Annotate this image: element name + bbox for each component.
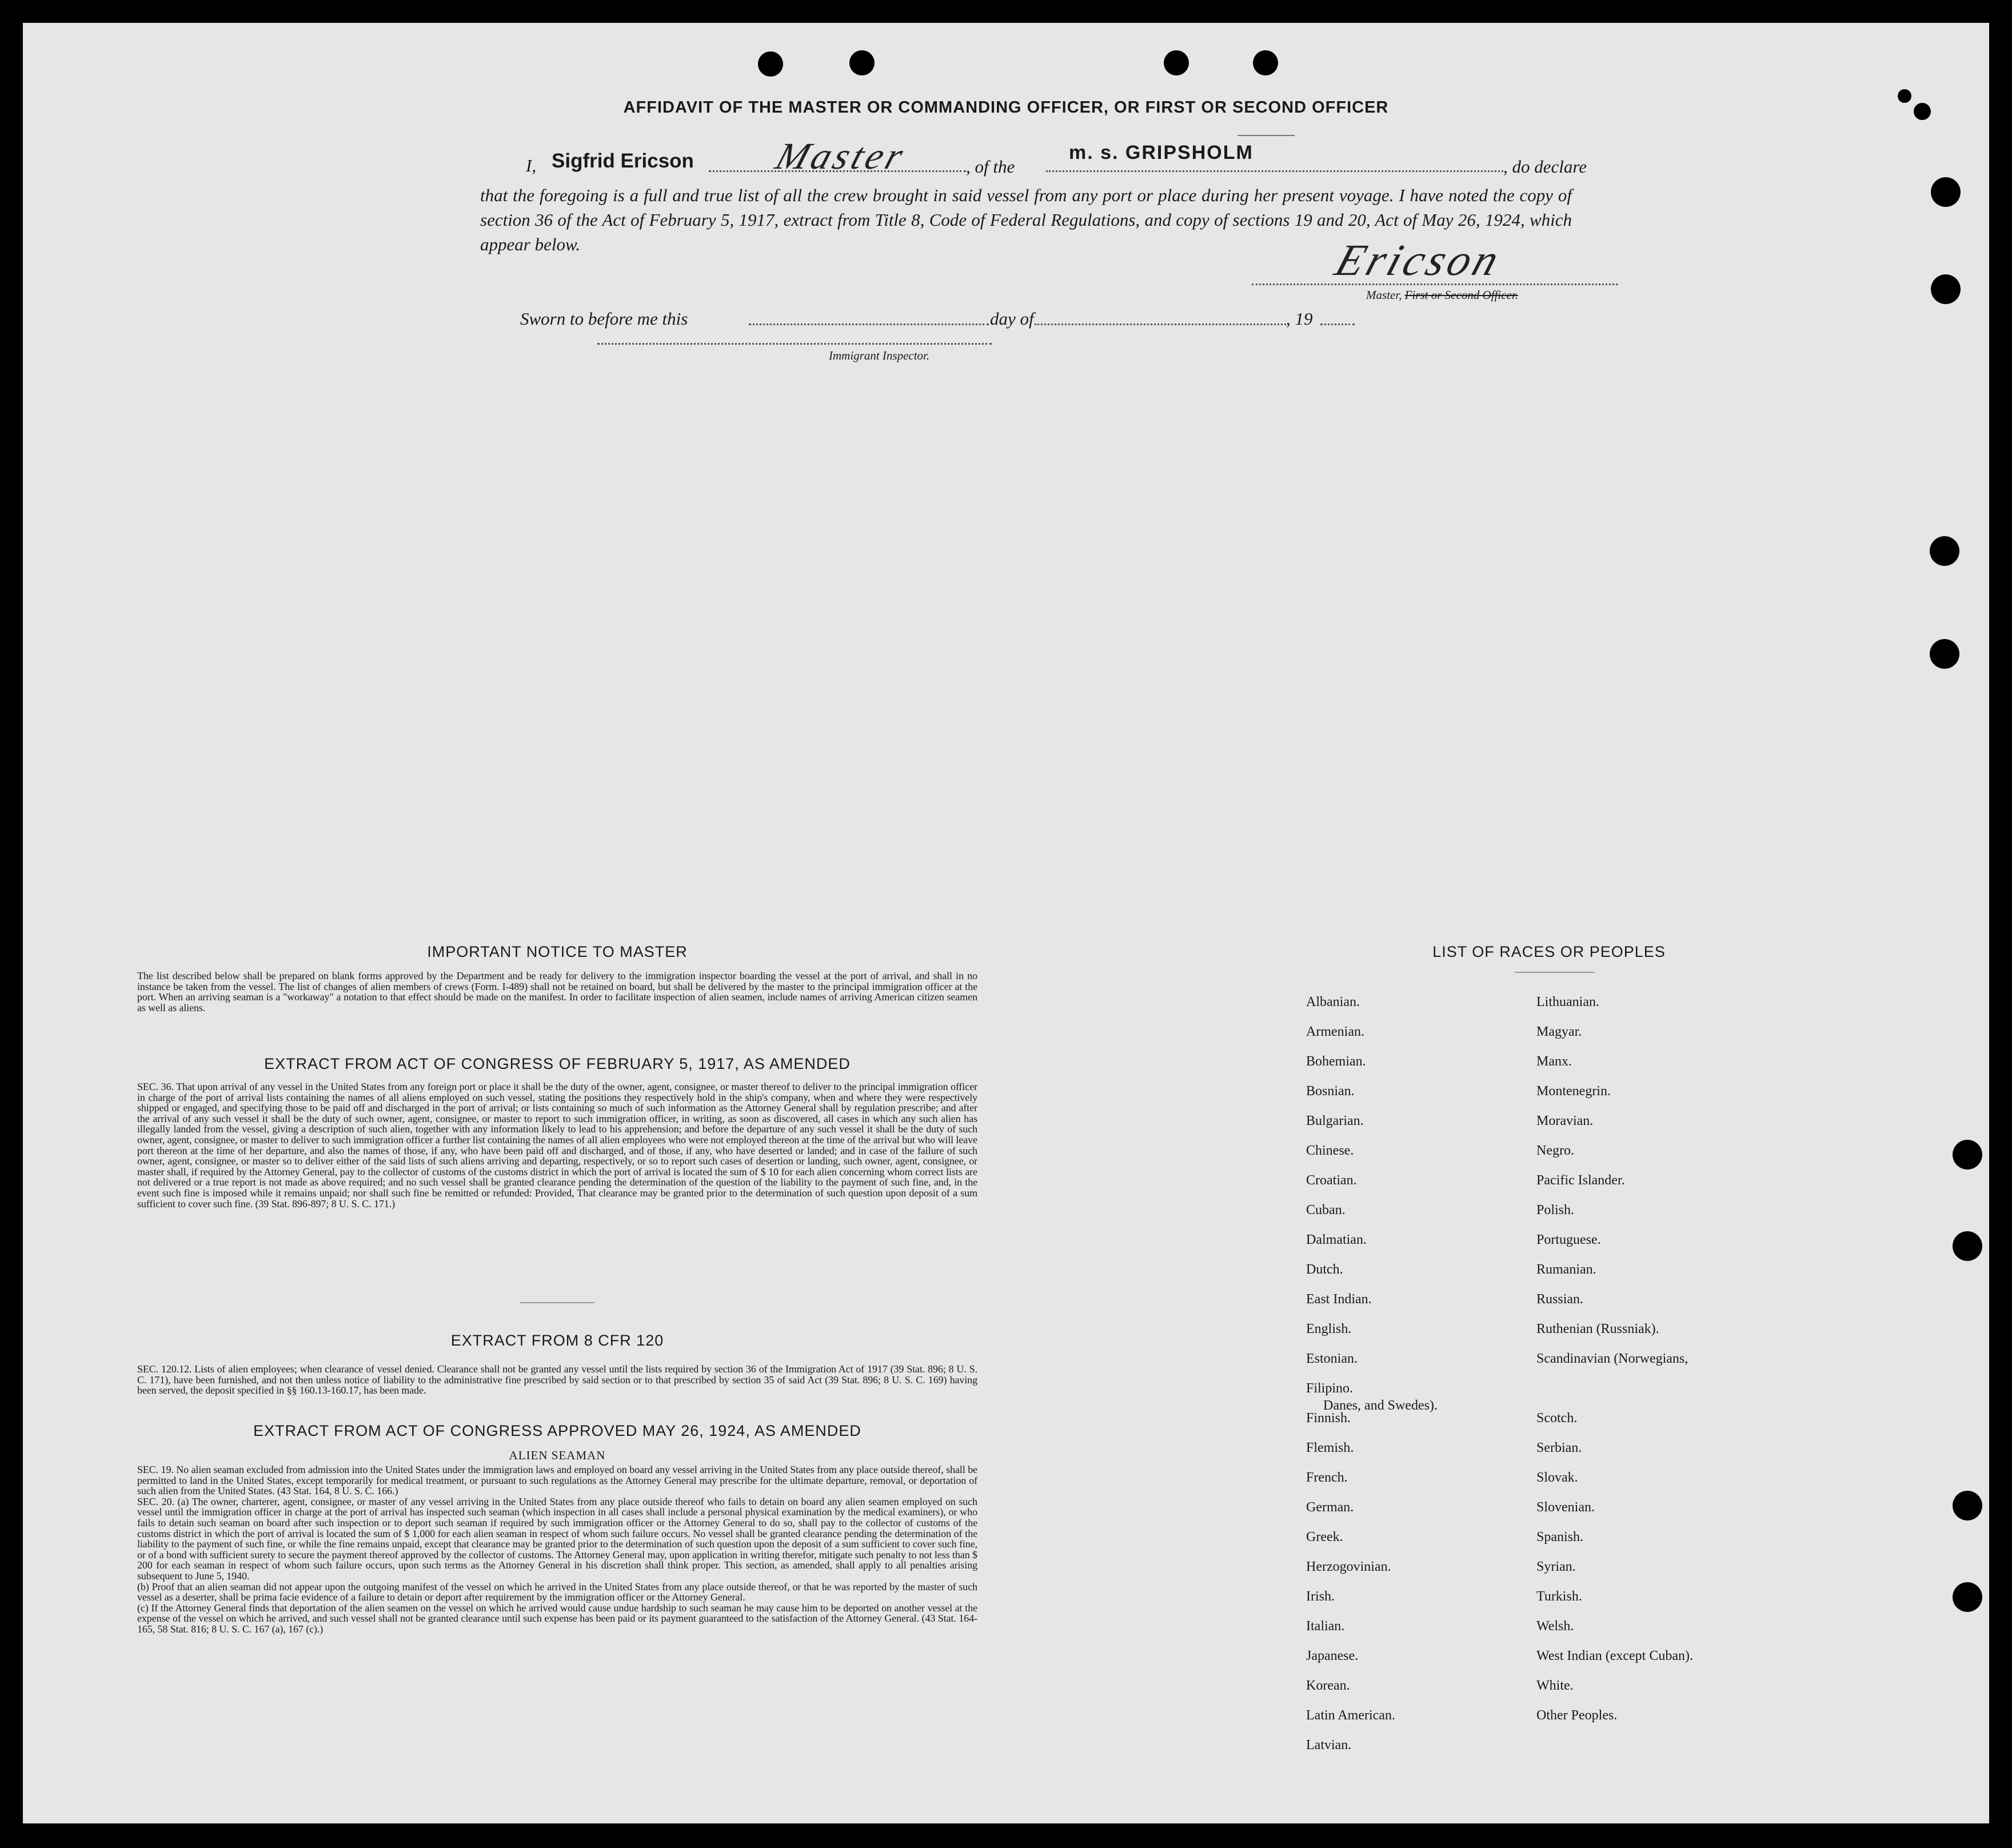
punch-hole — [1253, 50, 1278, 75]
races-heading-rule — [1515, 972, 1595, 973]
race-item: Slovak. — [1536, 1470, 1578, 1485]
sec-20a-text: SEC. 20. (a) The owner, charterer, agent, consignee, or master of any vessel arriving in the United States from any place outside thereof who fails to detain on board any alien seamen employed on such vessel until the immigration officer in charge at the port of arrival has inspected such seaman (which inspection in all cases shall include a personal physical examination by the medical examiners), or who fails to detain such seaman on board after such inspection or to deport such seaman if required by such immigration officer or the Attorney General to do so, shall pay to the collector of customs of the customs district in which the port of arrival is located the sum of $ 1,000 for each alien seaman in respect of whom such failure occurs. No vessel shall be granted clearance pending the determination of the liability to the payment of such fine, or while the fine remains unpaid, except that clearance may be granted prior to the determination of such question upon the deposit of a sum sufficient to cover such fine, or of a bond with sufficient surety to secure the payment thereof approved by the collector of customs. The Attorney General may, upon application in writing therefor, mitigate such penalty to not less than $ 200 for each seaman in respect of whom such failure occurs, upon such terms as the Attorney General in his discretion shall think proper. This section, as amended, shall apply to all penalties arising subsequent to June 5, 1940. — [137, 1495, 977, 1582]
race-item: Filipino. — [1306, 1381, 1354, 1396]
master-signature: Ericson — [1330, 235, 1508, 285]
punch-hole — [1953, 1140, 1982, 1170]
punch-hole — [1931, 177, 1961, 207]
punch-hole — [1953, 1491, 1982, 1520]
race-item: Bulgarian. — [1306, 1113, 1364, 1128]
race-item: Russian. — [1536, 1292, 1584, 1307]
notice-text: The list described below shall be prepared on blank forms approved by the Department and be ready for delivery to the immigration inspector boarding the vessel at the port of arrival, and shall in no instance be taken from the vessel. The list of changes of alien members of crews (Form. I-489) shall not be retained on board, but shall be delivered by the master to the principal immigration officer at the port. When an arriving seaman is a "workaway" a notation to that effect should be made on the manifest. In order to facilitate inspection of alien seamen, include names of arriving American citizen seamen as well as aliens. — [137, 970, 977, 1013]
notice-heading: IMPORTANT NOTICE TO MASTER — [427, 943, 688, 960]
race-item: Japanese. — [1306, 1649, 1359, 1663]
extract-1917-heading: EXTRACT FROM ACT OF CONGRESS OF FEBRUARY 5, 1917, AS AMENDED — [264, 1055, 851, 1072]
extract-cfr-text: SEC. 120.12. Lists of alien employees; when clearance of vessel denied. Clearance shall not be granted any vessel until the lists required by section 36 of the Immigration Act of 1917 (39 Stat. 896; 8 U. S. C. 171), have been furnished, and not then unless notice of liability to the administrative fine prescribed by said section or to that prescribed by section 35 of said Act (39 Stat. 896; 8 U. S. C. 169) having been served, the deposit specified in §§ 160.13-160.17, has been made. — [137, 1363, 977, 1396]
race-item: French. — [1306, 1470, 1348, 1485]
vessel-stamp: m. s. GRIPSHOLM — [1069, 142, 1253, 163]
extract-cfr-heading: EXTRACT FROM 8 CFR 120 — [450, 1332, 664, 1349]
extract-1924-body — [137, 1464, 977, 1635]
race-item: Polish. — [1536, 1203, 1575, 1218]
signature-caption — [1366, 288, 1518, 302]
title-rule — [1237, 135, 1295, 136]
race-item: Albanian. — [1306, 995, 1360, 1009]
section-divider — [520, 1302, 594, 1303]
punch-hole — [1930, 536, 1959, 566]
race-item: Dalmatian. — [1306, 1232, 1367, 1247]
race-item: Other Peoples. — [1536, 1708, 1618, 1723]
sworn-month-line — [1035, 324, 1286, 325]
punch-hole — [1164, 50, 1189, 75]
race-item: Scandinavian (Norwegians, — [1536, 1351, 1688, 1366]
affidavit-title: AFFIDAVIT OF THE MASTER OR COMMANDING OFFICER, OR FIRST OR SECOND OFFICER — [623, 98, 1389, 117]
race-item: Herzogovinian. — [1306, 1559, 1391, 1574]
race-item: Montenegrin. — [1536, 1084, 1611, 1099]
race-item: Serbian. — [1536, 1440, 1582, 1455]
year-label: , 19 — [1286, 309, 1313, 329]
vessel-line — [1046, 170, 1503, 172]
race-item: Moravian. — [1536, 1113, 1594, 1128]
sec-20b-text: (b) Proof that an alien seaman did not appear upon the outgoing manifest of the vessel on which he arrived in the United States from any place outside thereof, or that he was reported by the master of such vessel as a deserter, shall be prima facie evidence of a failure to detain or deport after requirement by the immigration officer or the Attorney General. — [137, 1580, 977, 1603]
race-item: Croatian. — [1306, 1173, 1357, 1188]
race-item: Latin American. — [1306, 1708, 1395, 1723]
race-item: Dutch. — [1306, 1262, 1343, 1277]
race-item: Welsh. — [1536, 1619, 1574, 1634]
race-item: Italian. — [1306, 1619, 1345, 1634]
race-item: Danes, and Swedes). — [1323, 1398, 1438, 1413]
race-item: Flemish. — [1306, 1440, 1354, 1455]
punch-hole — [1931, 274, 1961, 304]
inspector-line — [597, 343, 992, 345]
race-item: Greek. — [1306, 1530, 1343, 1544]
race-item: Irish. — [1306, 1589, 1335, 1604]
punch-hole — [1930, 639, 1959, 669]
race-item: Syrian. — [1536, 1559, 1576, 1574]
inspector-caption: Immigrant Inspector. — [829, 349, 930, 362]
alien-seaman-subheading: ALIEN SEAMAN — [509, 1448, 606, 1462]
race-item: Manx. — [1536, 1054, 1572, 1069]
master-name: Sigfrid Ericson — [552, 150, 694, 172]
race-item: Armenian. — [1306, 1024, 1364, 1039]
do-declare-label: , do declare — [1503, 157, 1587, 177]
extract-1924-heading: EXTRACT FROM ACT OF CONGRESS APPROVED MAY 26, 1924, AS AMENDED — [253, 1422, 861, 1439]
race-item: West Indian (except Cuban). — [1536, 1649, 1693, 1663]
day-of-label: day of — [990, 309, 1034, 329]
race-item: Negro. — [1536, 1143, 1574, 1158]
declaration-text: that the foregoing is a full and true list of all the crew brought in said vessel from any port or place during her present voyage. I have noted the copy of section 36 of the Act of February 5, 1917, extract from Title 8, Code of Federal Regulations, and copy of sections 19 and 20, Act of May 26, 1924, which appear below. — [480, 185, 1572, 254]
race-item: Chinese. — [1306, 1143, 1354, 1158]
punch-hole — [849, 50, 875, 75]
race-item: East Indian. — [1306, 1292, 1372, 1307]
race-item: Ruthenian (Russniak). — [1536, 1322, 1659, 1336]
sworn-year-line — [1320, 324, 1355, 325]
race-item: English. — [1306, 1322, 1352, 1336]
of-the-label: , of the — [966, 157, 1015, 177]
rank-handwritten: Master — [771, 135, 912, 177]
race-item: Korean. — [1306, 1678, 1350, 1693]
race-item: Latvian. — [1306, 1738, 1352, 1753]
sec-19-text: SEC. 19. No alien seaman excluded from admission into the United States under the immigration laws and employed on board any vessel arriving in the United States from any place outside thereof, shall be permitted to land in the United States, except temporarily for medical treatment, or pursuant to such regulations as the Attorney General may prescribe for the ultimate departure, removal, or deportation of such alien from the United States. (43 Stat. 164, 8 U. S. C. 166.) — [137, 1464, 977, 1497]
race-item: Magyar. — [1536, 1024, 1582, 1039]
race-item: Finnish. — [1306, 1411, 1351, 1426]
race-item: Spanish. — [1536, 1530, 1584, 1544]
race-item: Bosnian. — [1306, 1084, 1355, 1099]
punch-hole — [1953, 1231, 1982, 1261]
document-page — [23, 23, 1989, 1823]
punch-hole — [1953, 1582, 1982, 1612]
signature-caption-master: Master, — [1366, 288, 1402, 302]
race-item: Estonian. — [1306, 1351, 1358, 1366]
affidavit-prefix: I, — [526, 155, 537, 175]
race-item: Pacific Islander. — [1536, 1173, 1625, 1188]
punch-hole — [758, 51, 783, 77]
sworn-day-line — [749, 324, 989, 325]
sworn-label: Sworn to before me this — [520, 309, 688, 329]
race-item: Rumanian. — [1536, 1262, 1596, 1277]
race-item: Lithuanian. — [1536, 995, 1599, 1009]
signature-caption-struck: First or Second Officer. — [1404, 288, 1518, 302]
signature-line — [1252, 284, 1618, 285]
sec-20c-text: (c) If the Attorney General finds that deportation of the alien seamen on the vessel on which he arrived would cause undue hardship to such seaman he may cause him to be deported on another vessel at the expense of the vessel on which he arrived, and such vessel shall not be granted clearance until such expense has been paid or its payment guaranteed to the satisfaction of the Attorney General. (43 Stat. 164-165, 58 Stat. 816; 8 U. S. C. 167 (a), 167 (c).) — [137, 1602, 977, 1635]
race-item: Turkish. — [1536, 1589, 1582, 1604]
races-heading: LIST OF RACES OR PEOPLES — [1432, 943, 1666, 960]
extract-1917-text: SEC. 36. That upon arrival of any vessel in the United States from any foreign port or place it shall be the duty of the owner, agent, consignee, or master thereof to deliver to the principal immigration officer in charge of the port of arrival lists containing the names of all aliens employed on such vessel, stating the positions they respectively hold in the ship's company, when and where they were respectively shipped or engaged, and specifying those to be paid off and discharged in the port of arrival; or lists containing so much of such information as the Attorney General shall by regulation prescribe; and after the arrival of any such vessel it shall be the duty of such owner, agent, consignee, or master to report to such immigration officer, in writing, as soon as discovered, all cases in which any such alien has illegally landed from the vessel, giving a description of such alien, together with any information likely to lead to his apprehension; and before the departure of any such vessel it shall be the duty of such owner, agent, consignee, or master to deliver to such immigration officer a further list containing the names of all alien employees who were not employed thereon at the time of the arrival but who will leave port thereon at the time of her departure, and also the names of those, if any, who have been paid off and discharged, and of those, if any, who have deserted or landed; and in case of the failure of such owner, agent, consignee, or master so to deliver either of the said lists of such aliens arriving and departing, respectively, or so to report such cases of desertion or landing, such owner, agent, consignee, or master shall, if required by the Attorney General, pay to the collector of customs of the customs district in which the port of arrival is located the sum of $ 10 for each alien concerning whom correct lists are not delivered or a true report is not made as above required; and no such vessel shall be granted clearance pending the determination of the question of the liability to the payment of such fine, and, in the event such fine is imposed while it remains unpaid; nor shall such fine be remitted or refunded: Provided, That clearance may be granted prior to the determination of such question upon deposit of a sum sufficient to cover such fine. (39 Stat. 896-897; 8 U. S. C. 171.) — [137, 1081, 977, 1210]
race-item: German. — [1306, 1500, 1354, 1515]
race-item: Portuguese. — [1536, 1232, 1601, 1247]
race-item: Scotch. — [1536, 1411, 1578, 1426]
race-item: Slovenian. — [1536, 1500, 1595, 1515]
race-item: Bohemian. — [1306, 1054, 1366, 1069]
race-item: Cuban. — [1306, 1203, 1346, 1218]
race-item: White. — [1536, 1678, 1574, 1693]
